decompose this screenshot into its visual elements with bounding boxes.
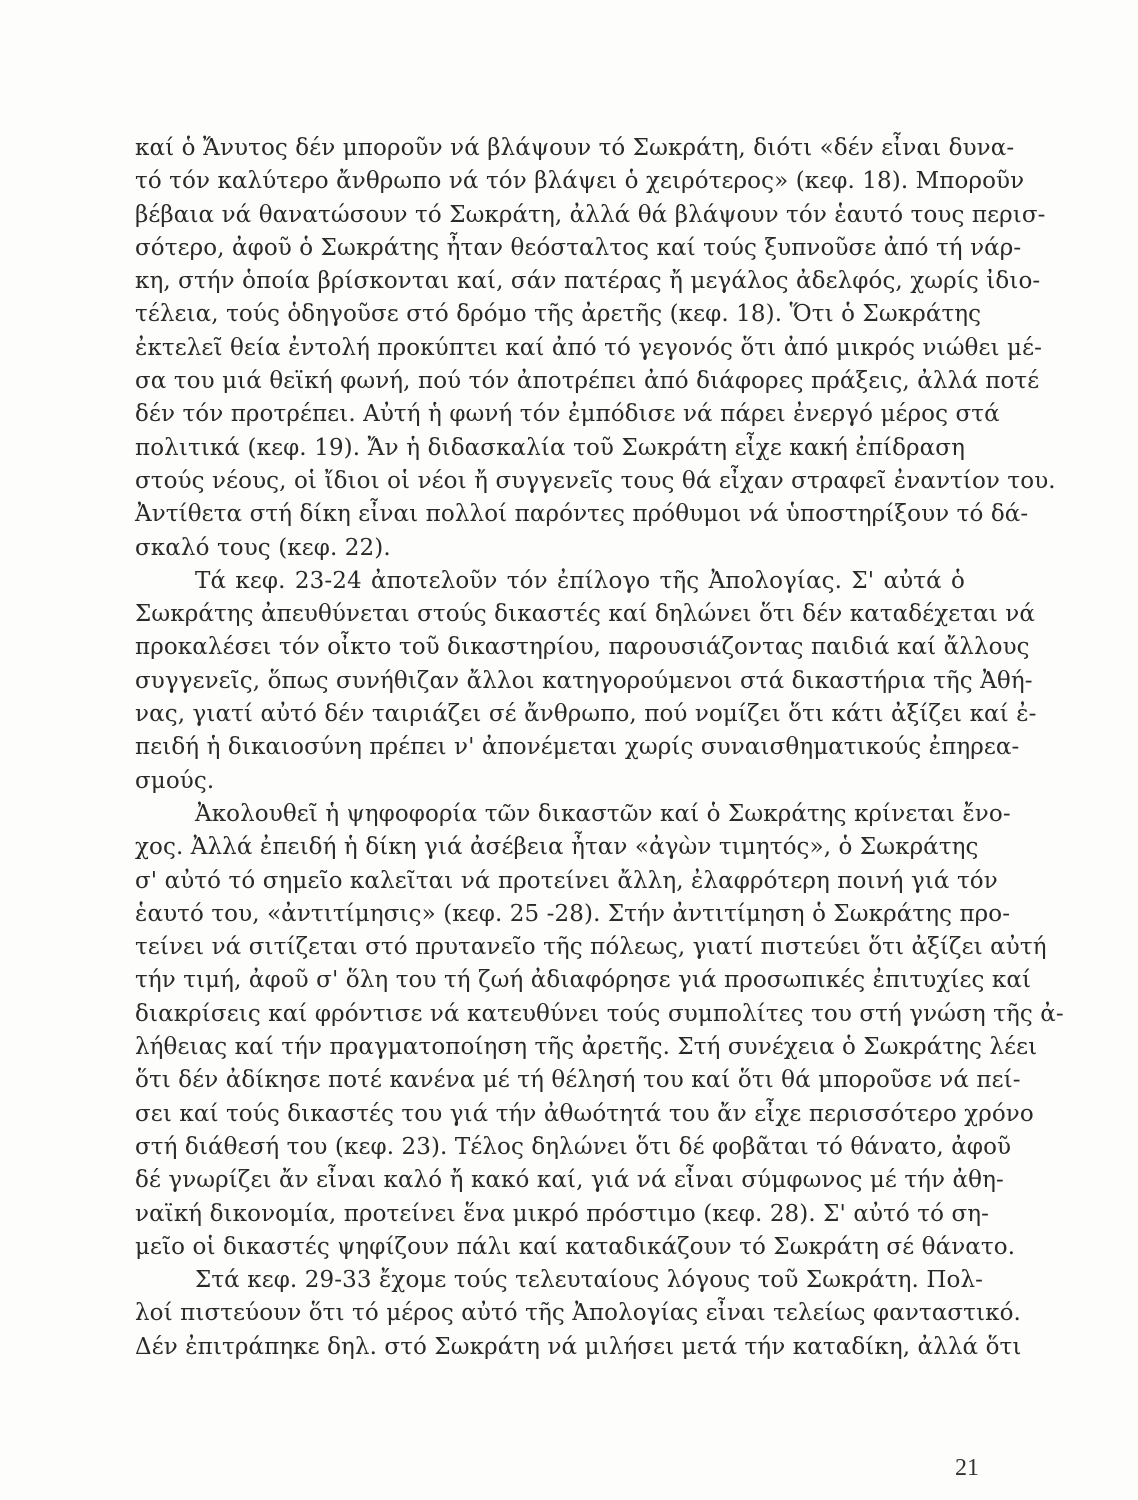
text-line: τέλεια, τούς ὁδηγοῦσε στό δρόμο τῆς ἀρετῆς (κεφ. 18). Ὅτι ὁ Σωκράτης: [135, 301, 982, 328]
text-line: τό τόν καλύτερο ἄνθρωπο νά τόν βλάψει ὁ χειρότερος» (κεφ. 18). Μποροῦν: [135, 168, 1025, 195]
text-line: βέβαια νά θανατώσουν τό Σωκράτη, ἀλλά θά βλάψουν τόν ἑαυτό τους περισ-: [135, 201, 1046, 228]
text-line: μεῖο οἱ δικαστές ψηφίζουν πάλι καί καταδικάζουν τό Σωκράτη σέ θάνατο.: [135, 1233, 1016, 1260]
text-line: Σωκράτης ἀπευθύνεται στούς δικαστές καί δηλώνει ὅτι δέν καταδέχεται νά: [135, 601, 1036, 628]
text-line: σ' αὐτό τό σημεῖο καλεῖται νά προτείνει ἄλλη, ἐλαφρότερη ποινή γιά τόν: [135, 867, 998, 894]
text-line: χος. Ἀλλά ἐπειδή ἡ δίκη γιά ἀσέβεια ἦταν «ἀγὼν τιμητός», ὁ Σωκράτης: [135, 834, 979, 861]
text-line: Ἀντίθετα στή δίκη εἶναι πολλοί παρόντες πρόθυμοι νά ὑποστηρίξουν τό δά-: [135, 501, 1029, 528]
text-line: λήθειας καί τήν πραγματοποίηση τῆς ἀρετῆς. Στή συνέχεια ὁ Σωκράτης λέει: [135, 1034, 1038, 1061]
text-line: Τά κεφ. 23-24 ἀποτελοῦν τόν ἐπίλογο τῆς Ἀπολογίας. Σ' αὐτά ὁ: [195, 567, 965, 594]
text-line: σα του μιά θεϊκή φωνή, πού τόν ἀποτρέπει ἀπό διάφορες πράξεις, ἀλλά ποτέ: [135, 368, 1040, 395]
text-line: δέ γνωρίζει ἄν εἶναι καλό ἤ κακό καί, γιά νά εἶναι σύμφωνος μέ τήν ἀθη-: [135, 1167, 1004, 1194]
text-line: προκαλέσει τόν οἶκτο τοῦ δικαστηρίου, παρουσιάζοντας παιδιά καί ἄλλους: [135, 634, 1030, 661]
text-line: καί ὁ Ἄνυτος δέν μποροῦν νά βλάψουν τό Σωκράτη, διότι «δέν εἶναι δυνα-: [135, 135, 1015, 161]
text-line: δέν τόν προτρέπει. Αὐτή ἡ φωνή τόν ἐμπόδισε νά πάρει ἐνεργό μέρος στά: [135, 401, 1000, 428]
text-line: ἐκτελεῖ θεία ἐντολή προκύπτει καί ἀπό τό γεγονός ὅτι ἀπό μικρός νιώθει μέ-: [135, 334, 1042, 361]
text-line: Στά κεφ. 29-33 ἔχομε τούς τελευταίους λόγους τοῦ Σωκράτη. Πολ-: [195, 1267, 983, 1294]
text-line: σότερο, ἀφοῦ ὁ Σωκράτης ἦταν θεόσταλτος καί τούς ξυπνοῦσε ἀπό τή νάρ-: [135, 234, 1022, 261]
text-line: στή διάθεσή του (κεφ. 23). Τέλος δηλώνει ὅτι δέ φοβᾶται τό θάνατο, ἀφοῦ: [135, 1133, 1012, 1160]
page-number: 21: [955, 1455, 979, 1481]
text-line: λοί πιστεύουν ὅτι τό μέρος αὐτό τῆς Ἀπολογίας εἶναι τελείως φανταστικό.: [135, 1300, 1021, 1327]
text-line: τείνει νά σιτίζεται στό πρυτανεῖο τῆς πόλεως, γιατί πιστεύει ὅτι ἀξίζει αὐτή: [135, 934, 1047, 961]
text-line: ὅτι δέν ἀδίκησε ποτέ κανένα μέ τή θέλησή του καί ὅτι θά μποροῦσε νά πεί-: [135, 1067, 1021, 1094]
body-text: [135, 132, 1064, 1364]
text-line: συγγενεῖς, ὅπως συνήθιζαν ἄλλοι κατηγορούμενοι στά δικαστήρια τῆς Ἀθή-: [135, 667, 1033, 694]
text-line: Δέν ἐπιτράπηκε δηλ. στό Σωκράτη νά μιλήσει μετά τήν καταδίκη, ἀλλά ὅτι: [135, 1333, 1022, 1360]
text-line: κη, στήν ὁποία βρίσκονται καί, σάν πατέρας ἤ μεγάλος ἀδελφός, χωρίς ἰδιο-: [135, 268, 1041, 295]
text-line: σκαλό τους (κεφ. 22).: [135, 534, 391, 561]
text-line: ναϊκή δικονομία, προτείνει ἕνα μικρό πρόστιμο (κεφ. 28). Σ' αὐτό τό ση-: [135, 1200, 990, 1227]
text-line: τήν τιμή, ἀφοῦ σ' ὅλη του τή ζωή ἀδιαφόρησε γιά προσωπικές ἐπιτυχίες καί: [135, 967, 1032, 994]
text-line: Ἀκολουθεῖ ἡ ψηφοφορία τῶν δικαστῶν καί ὁ Σωκράτης κρίνεται ἔνο-: [195, 800, 1011, 827]
text-line: σει καί τούς δικαστές του γιά τήν ἀθωότητά του ἄν εἶχε περισσότερο χρόνο: [135, 1100, 1034, 1127]
text-line: πειδή ἡ δικαιοσύνη πρέπει ν' ἀπονέμεται χωρίς συναισθηματικούς ἐπηρεα-: [135, 734, 1020, 761]
text-line: διακρίσεις καί φρόντισε νά κατευθύνει τούς συμπολίτες του στή γνώση τῆς ἀ-: [135, 1000, 1064, 1027]
text-line: σμούς.: [135, 767, 215, 794]
text-line: πολιτικά (κεφ. 19). Ἄν ἡ διδασκαλία τοῦ Σωκράτη εἶχε κακή ἐπίδραση: [135, 434, 965, 461]
text-line: νας, γιατί αὐτό δέν ταιριάζει σέ ἄνθρωπο, πού νομίζει ὅτι κάτι ἀξίζει καί ἐ-: [135, 701, 1037, 728]
text-line: στούς νέους, οἱ ἴδιοι οἱ νέοι ἤ συγγενεῖς τους θά εἶχαν στραφεῖ ἐναντίον του.: [135, 467, 1056, 494]
text-line: ἑαυτό του, «ἀντιτίμησις» (κεφ. 25 -28). Στήν ἀντιτίμηση ὁ Σωκράτης προ-: [135, 900, 1011, 927]
